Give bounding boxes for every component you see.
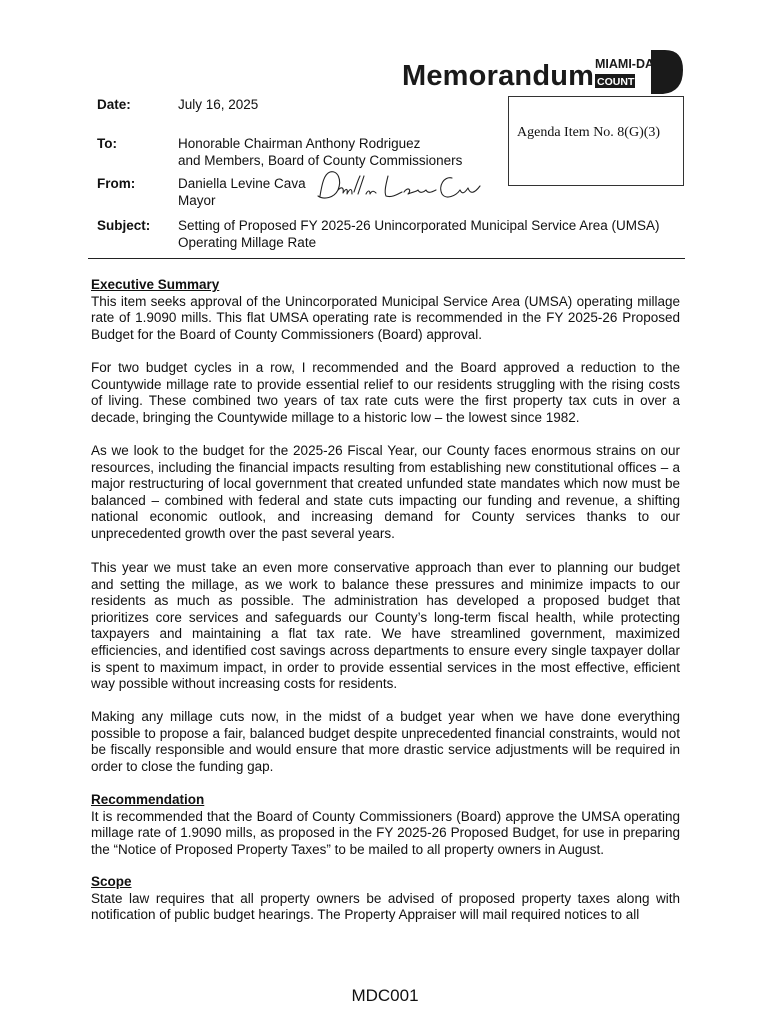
from-line-2: Mayor — [178, 192, 216, 208]
subject-text — [178, 218, 660, 251]
page-id-footer: MDC001 — [351, 986, 419, 1005]
subject-line-2: Operating Millage Rate — [178, 234, 317, 250]
recommendation-title: Recommendation — [91, 792, 205, 807]
subject-label: Subject: — [97, 218, 151, 233]
date-label: Date: — [97, 97, 131, 112]
scope-section — [91, 874, 680, 924]
from-label: From: — [97, 176, 136, 191]
recommendation-section — [91, 792, 680, 858]
paragraph-conservative-approach: This year we must take an even more conservative approach than ever to planning our budget and setting the millage, as we work to balance these pressures and minimize impacts to our residents as much as possible. The administration has developed a proposed budget that prioritizes core services and safeguards our County’s long-term fiscal health, while protecting taxpayers and maintaining a flat tax rate. We have streamlined government, maximized efficiencies, and identified cost savings across departments to ensure every single taxpayer dollar is spent to maximum impact, in order to provide essential services in the most effective, efficient way possible without increasing costs for residents. — [91, 560, 680, 692]
to-line-2: and Members, Board of County Commissioners — [178, 152, 463, 168]
recommendation-text: It is recommended that the Board of County Commissioners (Board) approve the UMSA operating millage rate of 1.9090 mills, as proposed in the FY 2025-26 Proposed Budget, for use in preparing the “Notice of Proposed Property Taxes” to be mailed to all property owners in August. — [91, 808, 680, 857]
paragraph-tax-cuts: For two budget cycles in a row, I recommended and the Board approved a reduction to the Countywide millage rate to provide essential relief to our residents struggling with the rising costs of living. These combined two years of tax rate cuts were the first property tax cuts in over a decade, bringing the Countywide millage to a historic low – the lowest since 1982. — [91, 360, 680, 425]
executive-summary-section — [91, 277, 680, 343]
logo-text-top: MIAMI-DADE — [595, 57, 672, 71]
subject-line-1: Setting of Proposed FY 2025-26 Unincorporated Municipal Service Area (UMSA) — [178, 218, 660, 233]
memo-title: Memorandum — [402, 60, 595, 92]
to-line-1: Honorable Chairman Anthony Rodriguez — [178, 136, 421, 151]
miami-dade-county-logo — [593, 48, 685, 96]
to-recipient — [178, 136, 462, 169]
header-divider — [88, 258, 685, 259]
mayor-signature — [312, 166, 492, 208]
paragraph-millage-cuts: Making any millage cuts now, in the midst of a budget year when we have done everything possible to propose a fair, balanced budget despite unprecedented financial constraints, would not be fiscally responsible and would ensure that more drastic service adjustments will be required in order to close the funding gap. — [91, 709, 680, 774]
date-value: July 16, 2025 — [178, 97, 259, 112]
executive-summary-paragraph: This item seeks approval of the Unincorporated Municipal Service Area (UMSA) operating millage rate of 1.9090 mills. This flat UMSA operating rate is recommended in the FY 2025-26 Proposed Budget for the Board of County Commissioners (Board) approval. — [91, 293, 680, 342]
paragraph-budget-strains: As we look to the budget for the 2025-26 Fiscal Year, our County faces enormous strains on our resources, including the financial impacts resulting from establishing new constitutional offices – a major restructuring of local government that created unfunded state mandates which now must be balanced – combined with federal and state cuts impacting our funding and revenue, a shifting national economic outlook, and increasing demand for County services thanks to our unprecedented growth over the past several years. — [91, 443, 680, 541]
agenda-item-number: Agenda Item No. 8(G)(3) — [517, 125, 661, 140]
logo-text-bottom: COUNTY — [597, 76, 642, 88]
from-line-1: Daniella Levine Cava — [178, 176, 306, 191]
scope-title: Scope — [91, 874, 132, 889]
from-sender — [178, 176, 306, 209]
scope-text: State law requires that all property owners be advised of proposed property taxes along with notification of public budget hearings. The Property Appraiser will mail required notices to all — [91, 890, 680, 923]
agenda-item-box — [508, 96, 684, 186]
to-label: To: — [97, 136, 117, 151]
executive-summary-title: Executive Summary — [91, 277, 220, 292]
